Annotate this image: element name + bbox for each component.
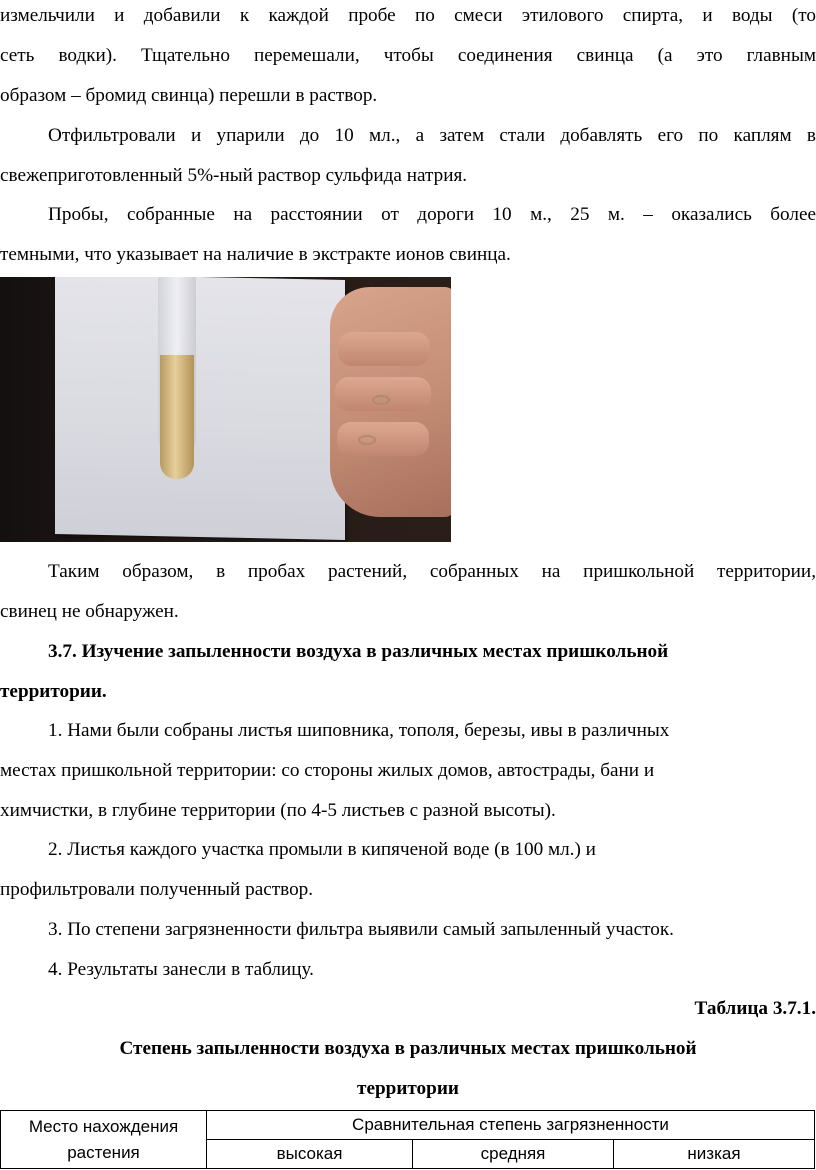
header-text: Место нахождения xyxy=(28,1116,179,1136)
paragraph-line: Отфильтровали и упарили до 10 мл., а затем стали добавлять его по каплям в xyxy=(48,125,816,146)
paragraph-line: Таким образом, в пробах растений, собранных на пришкольной территории, xyxy=(48,561,816,582)
paragraph-line: свинец не обнаружен. xyxy=(0,601,179,622)
table-header-place xyxy=(1,1111,207,1169)
ring xyxy=(372,395,390,405)
table-title: территории xyxy=(357,1078,459,1099)
table-title: Степень запыленности воздуха в различных местах пришкольной xyxy=(119,1038,697,1059)
list-item: 4. Результаты занесли в таблицу. xyxy=(48,959,314,980)
paragraph-line: образом – бромид свинца) перешли в раствор. xyxy=(0,85,378,106)
header-text: растения xyxy=(67,1142,140,1162)
pollution-table xyxy=(0,1110,815,1169)
table-label: Таблица 3.7.1. xyxy=(694,998,816,1019)
list-item: профильтровали полученный раствор. xyxy=(0,879,314,900)
table-header-level: высокая xyxy=(207,1140,413,1169)
paragraph-line: Пробы, собранные на расстоянии от дороги 10 м., 25 м. – оказались более xyxy=(48,204,816,225)
list-item: 2. Листья каждого участка промыли в кипяченой воде (в 100 мл.) и xyxy=(48,839,596,860)
table-header-level: средняя xyxy=(413,1140,614,1169)
list-item: химчистки, в глубине территории (по 4-5 листьев с разной высоты). xyxy=(0,800,556,821)
white-card xyxy=(55,277,345,540)
table-header-degree: Сравнительная степень загрязненности xyxy=(207,1111,815,1140)
finger xyxy=(337,422,429,456)
list-item: местах пришкольной территории: со стороны жилых домов, автострады, бани и xyxy=(0,760,655,781)
paragraph-line: сеть водки). Тщательно перемешали, чтобы соединения свинца (а это главным xyxy=(0,45,816,66)
paragraph-line: темными, что указывает на наличие в экстракте ионов свинца. xyxy=(0,244,511,265)
test-tube-photo xyxy=(0,277,451,542)
list-item: 3. По степени загрязненности фильтра выявили самый запыленный участок. xyxy=(48,919,674,940)
table-header-level: низкая xyxy=(614,1140,815,1169)
section-heading: территории. xyxy=(0,681,107,702)
finger xyxy=(335,377,431,411)
paragraph-line: свежеприготовленный 5%-ный раствор сульфида натрия. xyxy=(0,165,468,186)
ring xyxy=(358,435,376,445)
paragraph-line: измельчили и добавили к каждой пробе по смеси этилового спирта, и воды (то xyxy=(0,5,816,26)
finger xyxy=(338,332,430,366)
list-item: 1. Нами были собраны листья шиповника, тополя, березы, ивы в различных xyxy=(48,720,670,741)
tube-liquid xyxy=(160,355,194,479)
section-heading: 3.7. Изучение запыленности воздуха в различных местах пришкольной xyxy=(48,641,669,662)
